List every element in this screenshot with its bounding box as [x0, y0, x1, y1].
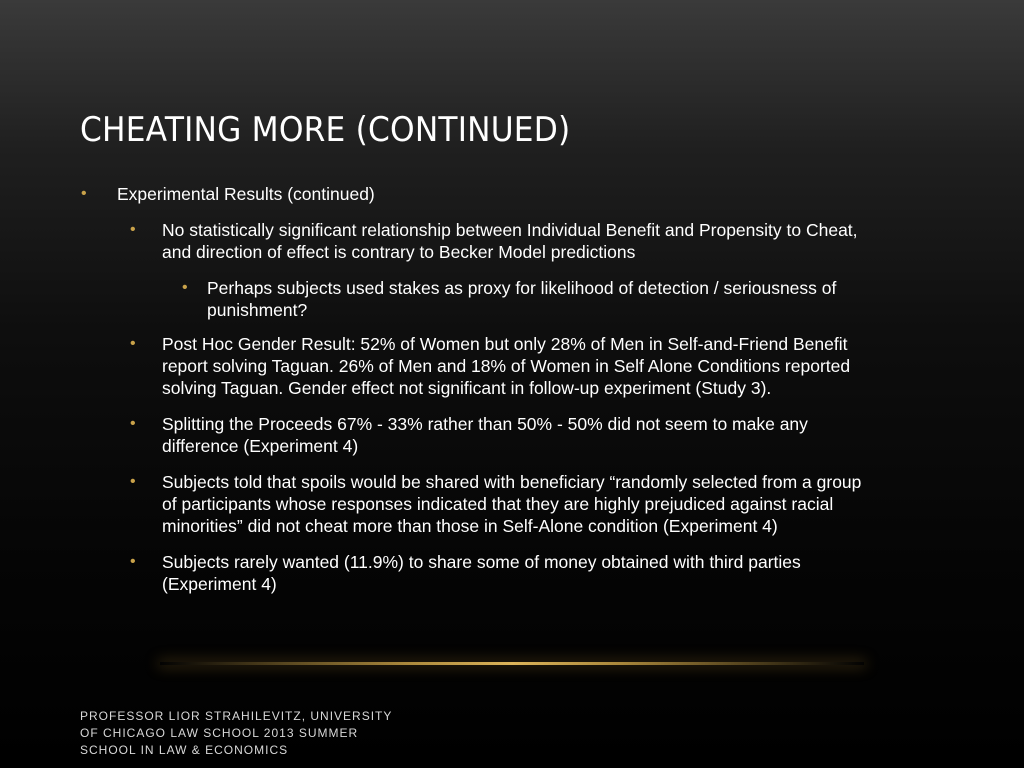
bullet-dot-icon: • [130, 473, 136, 490]
bullet-line: minorities” did not cheat more than those in Self-Alone condition (Experiment 4) [162, 516, 778, 536]
bullet-line: of participants whose responses indicated that they are highly prejudiced against racial [162, 494, 834, 514]
bullet-dot-icon: • [130, 415, 136, 432]
bullet-dot-icon: • [182, 279, 188, 296]
footer-line: OF CHICAGO LAW SCHOOL 2013 SUMMER [80, 726, 359, 740]
bullet-line: Subjects rarely wanted (11.9%) to share some of money obtained with third parties [162, 552, 801, 572]
bullet-item [182, 277, 987, 321]
bullet-line: solving Taguan. Gender effect not significant in follow-up experiment (Study 3). [162, 378, 772, 398]
bullet-dot-icon: • [81, 185, 87, 202]
bullet-line: (Experiment 4) [162, 574, 277, 594]
bullet-line: Experimental Results (continued) [117, 184, 375, 204]
bullet-item [81, 183, 977, 205]
bullet-line: No statistically significant relationship between Individual Benefit and Propensity to Cheat, [162, 220, 858, 240]
bullet-dot-icon: • [130, 221, 136, 238]
bullet-item [130, 219, 1002, 263]
bullet-dot-icon: • [130, 553, 136, 570]
bullet-line: Subjects told that spoils would be shared with beneficiary “randomly selected from a group [162, 472, 862, 492]
slide-footer [80, 708, 400, 759]
bullet-line: Splitting the Proceeds 67% - 33% rather than 50% - 50% did not seem to make any [162, 414, 808, 434]
bullet-line: report solving Taguan. 26% of Men and 18% of Women in Self Alone Conditions reported [162, 356, 851, 376]
footer-line: PROFESSOR LIOR STRAHILEVITZ, UNIVERSITY [80, 709, 393, 723]
footer-line: SCHOOL IN LAW & ECONOMICS [80, 743, 289, 757]
bullet-line: Post Hoc Gender Result: 52% of Women but only 28% of Men in Self-and-Friend Benefit [162, 334, 848, 354]
slide-title: CHEATING MORE (CONTINUED) [80, 110, 571, 150]
bullet-line: difference (Experiment 4) [162, 436, 359, 456]
bullet-dot-icon: • [130, 335, 136, 352]
bullet-item [130, 551, 1002, 595]
bullet-item [130, 471, 1002, 537]
bullet-line: and direction of effect is contrary to Becker Model predictions [162, 242, 636, 262]
bullet-item [130, 333, 1002, 399]
accent-divider [160, 662, 864, 665]
bullet-item [130, 413, 1002, 457]
bullet-line: punishment? [207, 300, 308, 320]
bullet-line: Perhaps subjects used stakes as proxy for likelihood of detection / seriousness of [207, 278, 837, 298]
